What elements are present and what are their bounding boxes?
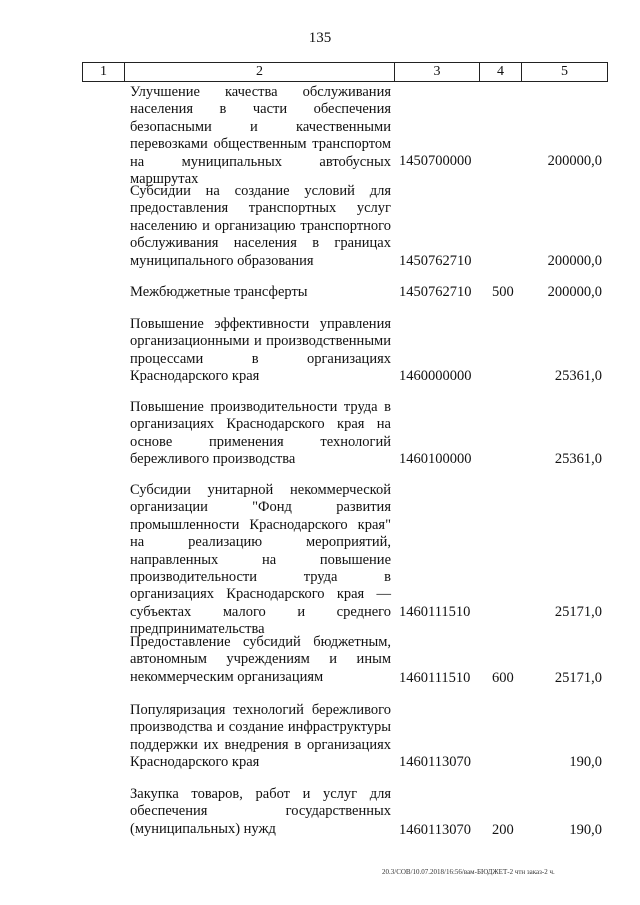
header-col-4: 4: [480, 63, 522, 81]
row-description: Межбюджетные трансферты: [130, 284, 308, 300]
row-amount: 190,0: [569, 754, 602, 770]
table-header: [82, 62, 608, 82]
row-code: 1460111510: [399, 670, 471, 686]
page-number: 135: [308, 30, 332, 46]
row-amount: 200000,0: [547, 153, 602, 169]
row-amount: 25171,0: [554, 604, 602, 620]
row-description: Повышение производительности труда в организациях Краснодарского края на основе применения технологий бережливого производства: [130, 399, 391, 468]
row-description: Закупка товаров, работ и услуг для обеспечения государственных (муниципальных) нужд: [130, 786, 391, 837]
row-amount: 200000,0: [547, 253, 602, 269]
row-description: Предоставление субсидий бюджетным, автономным учреждениям и иным некоммерческим организациям: [130, 634, 391, 685]
row-description: Повышение эффективности управления организационными и производственными процессами в организациях Краснодарского края: [130, 316, 391, 385]
row-code: 1450762710: [399, 284, 472, 300]
row-code: 1460113070: [399, 822, 471, 838]
row-code: 1450762710: [399, 253, 472, 269]
row-amount: 200000,0: [547, 284, 602, 300]
row-amount: 25361,0: [554, 451, 602, 467]
row-expense-type: 600: [492, 670, 514, 686]
header-col-1: 1: [83, 63, 125, 81]
row-description: Субсидии унитарной некоммерческой организации "Фонд развития промышленности Краснодарского края" на реализацию мероприятий, направленных на повышение производительности труда в организациях Краснодарского края — субъектах малого и среднего предпринимательства: [130, 482, 391, 638]
row-description: Субсидии на создание условий для предоставления транспортных услуг населению и организацию транспортного обслуживания населения в границах муниципального образования: [130, 183, 391, 269]
row-code: 1460000000: [399, 368, 472, 384]
header-col-5: 5: [561, 64, 568, 79]
header-col-3: 3: [395, 63, 480, 81]
row-description: Улучшение качества обслуживания населения в части обеспечения безопасными и качественными перевозками общественным транспортом на муниципальных автобусных маршрутах: [130, 84, 391, 188]
row-code: 1460111510: [399, 604, 471, 620]
header-col-2: 2: [125, 63, 395, 81]
row-code: 1460113070: [399, 754, 471, 770]
row-amount: 25361,0: [554, 368, 602, 384]
row-expense-type: 200: [492, 822, 514, 838]
footer-stamp: 20.3/СОВ/10.07.2018/16:56/вам-БЮДЖЕТ-2 чтн заказ-2 ч.: [382, 868, 555, 876]
row-amount: 25171,0: [554, 670, 602, 686]
row-amount: 190,0: [569, 822, 602, 838]
row-code: 1460100000: [399, 451, 472, 467]
row-code: 1450700000: [399, 153, 472, 169]
row-expense-type: 500: [492, 284, 514, 300]
row-description: Популяризация технологий бережливого производства и создание инфраструктуры поддержки их внедрения в организациях Краснодарского края: [130, 702, 391, 771]
